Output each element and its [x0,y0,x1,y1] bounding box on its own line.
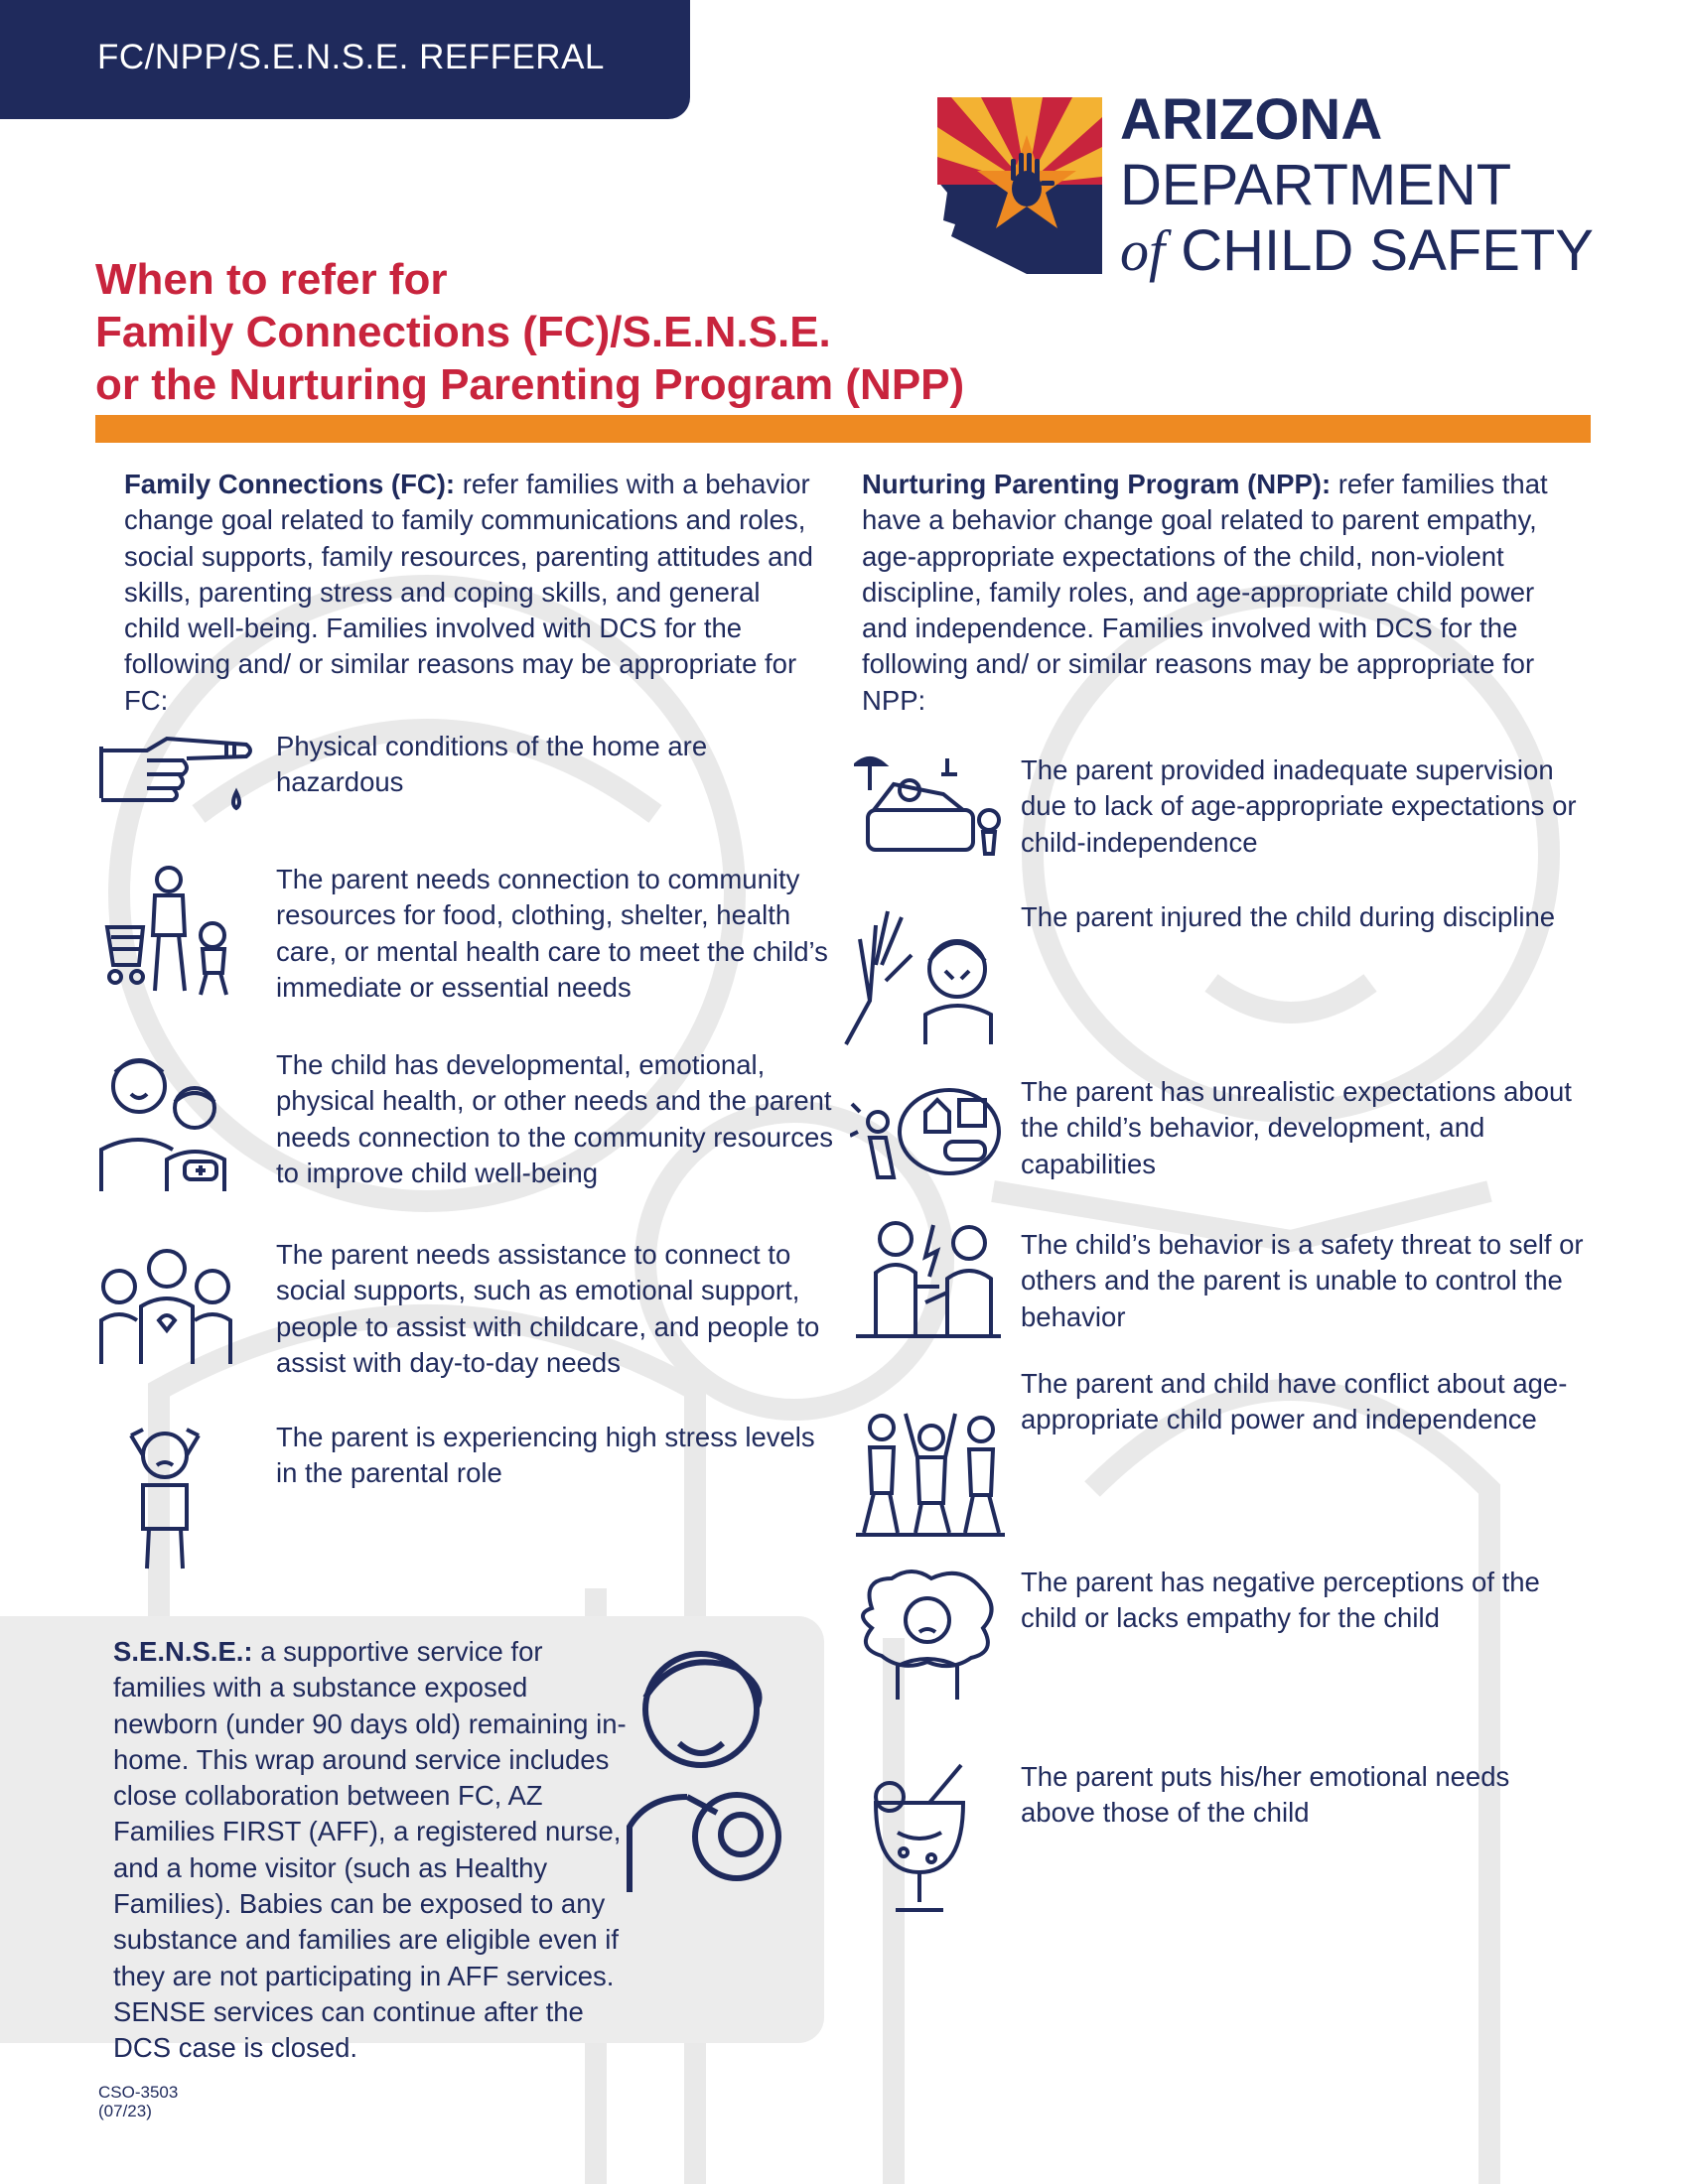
logo-child-safety: CHILD SAFETY [1181,218,1594,283]
inadequate-supervision-icon [854,751,1009,862]
sense-text: a supportive service for families with a substance exposed newborn (under 90 days old) remaining in-home. This wrap around service includes close collaboration between FC, AZ Families FIRST (AFF), a registered nurse, and a home visitor (such as Healthy Families). Babies can be exposed to any substance and families are eligible even if they are not participating in AFF services. SENSE services can continue after the DCS case is closed. [113,1636,627,2064]
orange-divider [95,415,1591,443]
conflict-icon [856,1217,1001,1340]
logo-of: of [1120,218,1166,283]
npp-intro [862,467,1557,719]
fc-intro-text: refer families with a behavior change goal related to family communications and roles, social supports, family resources, parenting attitudes and skills, parenting stress and coping skills, and general child well-being. Families involved with DCS for the following and/ or similar reasons may be appropriate for FC: [124,469,813,716]
npp-intro-text: refer families that have a behavior change goal related to parent empathy, age-appropriate expectations of the child, non-violent discipline, family roles, and age-appropriate child power and independence. Families involved with DCS for the following and/ or similar reasons may be appropriate for NPP: [862,469,1548,716]
npp-item-3-text: The parent has unrealistic expectations about the child’s behavior, development, and capabilities [1021,1076,1572,1179]
title-line-3: or the Nurturing Parenting Program (NPP) [95,360,965,409]
fc-item-5-text: The parent is experiencing high stress levels in the parental role [276,1422,815,1489]
npp-item-6-text: The parent has negative perceptions of the child or lacks empathy for the child [1021,1567,1540,1634]
family-shopping-icon [103,866,234,1005]
npp-item-2-text: The parent injured the child during discipline [1021,901,1556,932]
logo-line-child-safety [1120,218,1594,283]
form-number: CSO-3503 [98,2083,179,2102]
parent-with-baby-icon [618,1648,796,1892]
npp-item-4-text: The child’s behavior is a safety threat to self or others and the parent is unable to control the behavior [1021,1229,1584,1332]
header-tab-label: FC/NPP/S.E.N.S.E. REFFERAL [97,38,605,76]
fc-intro-label: Family Connections (FC): [124,469,456,499]
title-line-2: Family Connections (FC)/S.E.N.S.E. [95,308,831,356]
title-line-1: When to refer for [95,255,448,304]
cocktail-glass-icon [870,1763,971,1914]
high-five-group-icon [856,1408,1005,1537]
support-group-icon [97,1247,234,1368]
fc-item-3-text: The child has developmental, emotional, physical health, or other needs and the parent needs connection to the community resources to improve child well-being [276,1049,833,1188]
thought-bubble-expectations-icon [850,1082,1003,1187]
pointing-hand-icon [97,735,254,826]
raised-hand-child-icon [842,905,1003,1046]
parent-child-health-icon [97,1050,230,1195]
sad-child-icon [852,1569,1001,1702]
npp-intro-label: Nurturing Parenting Program (NPP): [862,469,1332,499]
sense-description [113,1634,630,2067]
logo-line-arizona: ARIZONA [1120,87,1383,152]
arizona-state-logo-icon [931,97,1102,274]
npp-item-7-text: The parent puts his/her emotional needs above those of the child [1021,1761,1510,1829]
fc-item-1-text: Physical conditions of the home are hazardous [276,731,708,798]
fc-item-4-text: The parent needs assistance to connect to social supports, such as emotional support, people to assist with childcare, and people to assist with day-to-day needs [276,1239,820,1378]
page-title [95,253,964,411]
logo-wordmark [1120,87,1594,283]
npp-item-5-text: The parent and child have conflict about age-appropriate child power and independence [1021,1368,1568,1435]
sense-label: S.E.N.S.E.: [113,1636,253,1667]
npp-item-1-text: The parent provided inadequate supervision due to lack of age-appropriate expectations or child-independence [1021,754,1577,858]
form-code [98,2083,178,2120]
form-date: (07/23) [98,2102,152,2120]
stressed-person-icon [123,1426,207,1572]
logo-line-department: DEPARTMENT [1120,153,1512,217]
fc-item-2-text: The parent needs connection to community resources for food, clothing, shelter, health care, or mental health care to meet the child’s immediate or essential needs [276,864,828,1003]
fc-intro [124,467,819,719]
